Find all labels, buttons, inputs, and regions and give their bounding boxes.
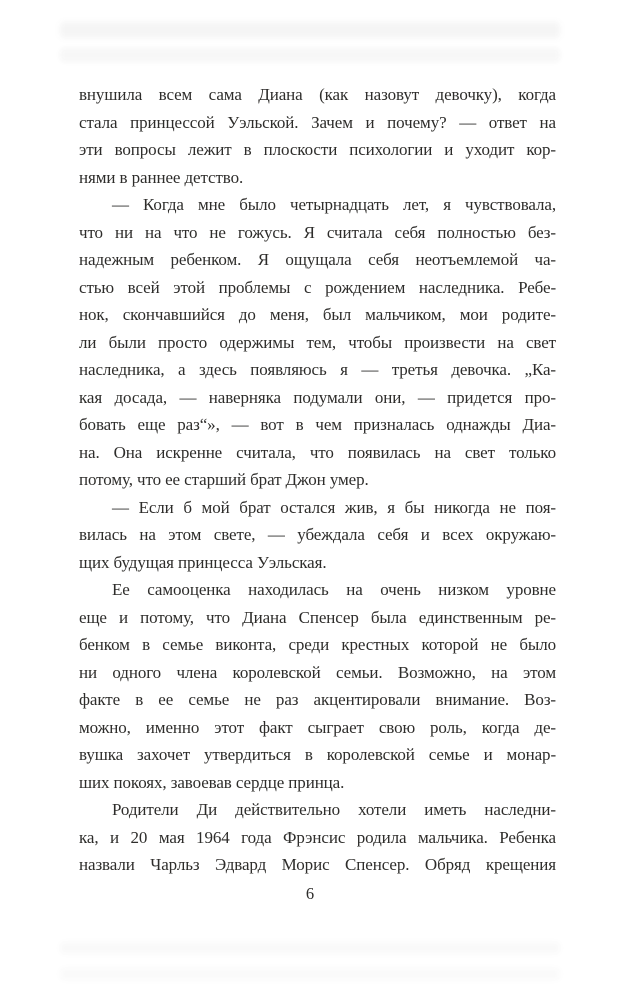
text-line: бовать еще раз“», — вот в чем призналась однажды Диа- (79, 415, 556, 434)
text-line: стала принцессой Уэльской. Зачем и почему? — ответ на (79, 112, 556, 132)
page-text (79, 81, 556, 879)
text-line: Ее самооценка находилась на очень низком уровне (112, 580, 556, 599)
text-line: факте в ее семье не раз акцентировали внимание. Воз- (79, 690, 556, 709)
text-line: нями в раннее детство. (79, 167, 244, 187)
text-line: Родители Ди действительно хотели иметь наследни- (112, 800, 556, 819)
text-line: кая досада, — наверняка подумали они, — придется про- (79, 387, 556, 407)
text-line: что ни на что не гожусь. Я считала себя полностью без- (79, 222, 556, 242)
text-line: ли были просто одержимы тем, чтобы произвести на свет (79, 332, 556, 352)
text-line: наследника, а здесь появляюсь я — третья девочка. „Ка- (79, 360, 556, 379)
text-line: можно, именно этот факт сыграет свою роль, когда де- (79, 717, 556, 737)
text-line: ка, и 20 мая 1964 года Фрэнсис родила мальчика. Ребенка (79, 827, 556, 847)
text-line: на. Она искренне считала, что появилась на свет только (79, 442, 556, 462)
page-number: 6 (305, 884, 315, 903)
text-line: эти вопросы лежит в плоскости психологии и уходит кор- (79, 140, 556, 159)
text-line: потому, что ее старший брат Джон умер. (79, 470, 369, 489)
text-line: стью всей этой проблемы с рождением наследника. Ребе- (79, 277, 556, 297)
text-line: — Если б мой брат остался жив, я бы никогда не поя- (112, 497, 556, 517)
text-line: еще и потому, что Диана Спенсер была единственным ре- (79, 607, 556, 627)
page-showthrough (60, 22, 560, 38)
page-showthrough (60, 48, 560, 62)
text-line: назвали Чарльз Эдвард Морис Спенсер. Обряд крещения (79, 855, 556, 874)
text-line: бенком в семье виконта, среди крестных которой не было (79, 635, 556, 654)
text-line: вилась на этом свете, — убеждала себя и всех окружаю- (79, 525, 556, 544)
page-showthrough (60, 942, 560, 954)
page-showthrough (60, 968, 560, 980)
text-line: надежным ребенком. Я ощущала себя неотъемлемой ча- (79, 250, 556, 269)
text-line: ни одного члена королевской семьи. Возможно, на этом (79, 662, 556, 682)
text-line: щих будущая принцесса Уэльская. (79, 552, 327, 572)
text-line: вушка захочет утвердиться в королевской семье и монар- (79, 745, 556, 764)
text-line: внушила всем сама Диана (как назовут девочку), когда (79, 85, 556, 104)
text-line: ших покоях, завоевав сердце принца. (79, 772, 345, 792)
text-line: — Когда мне было четырнадцать лет, я чувствовала, (112, 195, 556, 214)
text-line: нок, скончавшийся до меня, был мальчиком, мои родите- (79, 305, 556, 324)
